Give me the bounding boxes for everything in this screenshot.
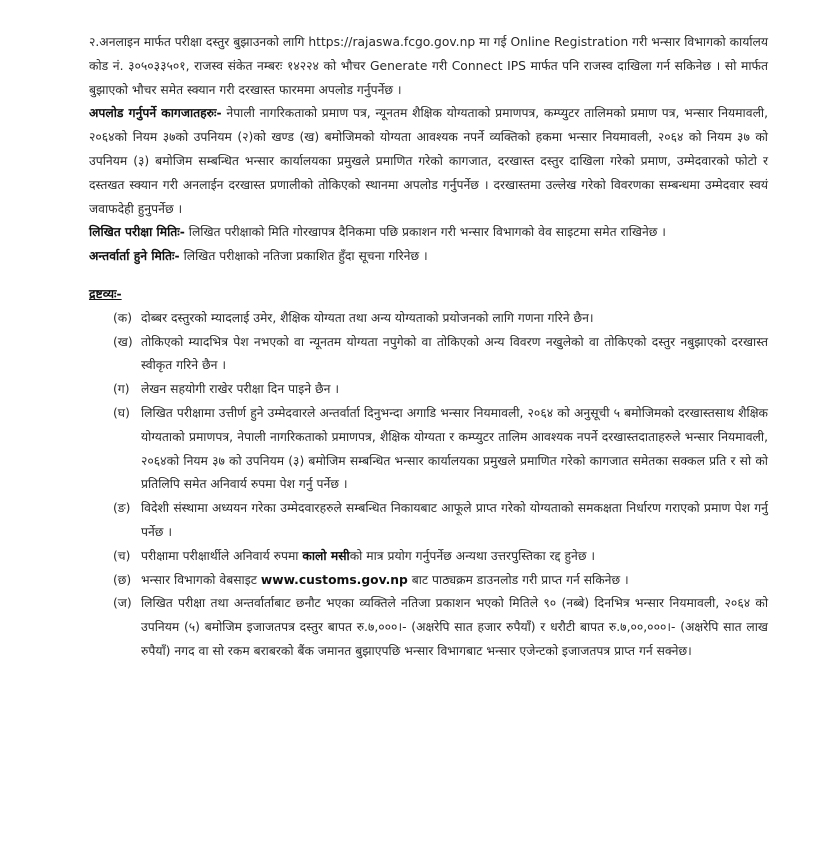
written-exam-date-paragraph xyxy=(89,221,768,245)
note-marker: (ङ) xyxy=(113,501,131,516)
note-item xyxy=(113,569,768,593)
note-marker: (ख) xyxy=(113,334,133,349)
note-marker: (च) xyxy=(113,548,131,563)
note-marker: (ज) xyxy=(113,596,132,611)
note-text: परीक्षामा परीक्षार्थीले अनिवार्य रुपमा कालो मसीको मात्र प्रयोग गर्नुपर्नेछ अन्यथा उत्तरपुस्तिका रद्द हुनेछ । xyxy=(141,548,596,563)
upload-documents-text: नेपाली नागरिकताको प्रमाण पत्र, न्यूनतम शैक्षिक योग्यताको प्रमाणपत्र, कम्प्युटर तालिमको प्रमाण पत्र, भन्सार नियमावली, २०६४को नियम ३७को उपनियम (२)को खण्ड (ख) बमोजिमको योग्यता आवश्यक नपर्ने व्यक्तिको हकमा भन्सार नियमावली, २०६४ को नियम ३७ को उपनियम (३) बमोजिम सम्बन्धित भन्सार कार्यालयका प्रमुखले प्रमाणित गरेको कागजात, दरखास्त दस्तुर दाखिला गरेको प्रमाण, उम्मेदवारको फोटो र दस्तखत स्क्यान गरी अनलाईन दरखास्त प्रणालीको तोकिएको स्थानमा अपलोड गर्नुपर्नेछ । दरखास्तमा उल्लेख गरेको विवरणका सम्बन्धमा उम्मेदवार स्वयं जवाफदेही हुनुपर्नेछ । xyxy=(89,106,768,216)
written-exam-date-label: लिखित परीक्षा मितिः- xyxy=(89,225,185,240)
note-item xyxy=(113,592,768,663)
note-marker: (क) xyxy=(113,310,133,325)
note-text: लेखन सहयोगी राखेर परीक्षा दिन पाइने छैन । xyxy=(141,382,340,397)
note-item xyxy=(113,545,768,569)
note-text: दोब्बर दस्तुरको म्यादलाई उमेर, शैक्षिक योग्यता तथा अन्य योग्यताको प्रयोजनको लागि गणना गरिने छैन। xyxy=(141,310,594,325)
note-text: लिखित परीक्षामा उत्तीर्ण हुने उम्मेदवारले अन्तर्वार्ता दिनुभन्दा अगाडि भन्सार नियमावली, २०६४ को अनुसूची ५ बमोजिमको दरखास्तसाथ शैक्षिक योग्यताको प्रमाणपत्र, नेपाली नागरिकताको प्रमाणपत्र, शैक्षिक योग्यता र कम्प्युटर तालिम आवश्यक नपर्ने दरखास्तदाताहरुले भन्सार नियमावली, २०६४को नियम ३७ को उपनियम (३) बमोजिम सम्बन्धित भन्सार कार्यालयका प्रमुखले प्रमाणित गरेको कागजात समेतका सक्कल प्रति र सो को प्रतिलिपि समेत अनिवार्य रुपमा पेश गर्नु पर्नेछ । xyxy=(141,405,768,492)
note-text: तोकिएको म्यादभित्र पेश नभएको वा न्यूनतम योग्यता नपुगेको वा तोकिएको अन्य विवरण नखुलेको वा तोकिएको दस्तुर नबुझाएको दरखास्त स्वीकृत गरिने छैन । xyxy=(141,334,768,373)
note-text: लिखित परीक्षा तथा अन्तर्वार्ताबाट छनौट भएका व्यक्तिले नतिजा प्रकाशन भएको मितिले ९० (नब्बे) दिनभित्र भन्सार नियमावली, २०६४ को उपनियम (५) बमोजिम इजाजतपत्र दस्तुर बापत रु.७,०००।- (अक्षरेपि सात हजार रुपैयाँ) र धरौटी बापत रु.७,००,०००।- (अक्षरेपि सात लाख रुपैयाँ) नगद वा सो रकम बराबरको बैंक जमानत बुझाएपछि भन्सार विभागबाट भन्सार एजेन्टको इजाजतपत्र प्राप्त गर्न सक्नेछ। xyxy=(141,596,768,658)
black-ink-emphasis: कालो मसी xyxy=(302,548,350,563)
notes-heading: द्रष्टव्यः- xyxy=(89,286,122,301)
note-item xyxy=(113,307,768,331)
customs-website-link[interactable]: www.customs.gov.np xyxy=(260,572,408,587)
written-exam-date-text: लिखित परीक्षाको मिति गोरखापत्र दैनिकमा पछि प्रकाशन गरी भन्सार विभागको वेव साइटमा समेत राखिनेछ । xyxy=(184,225,666,240)
upload-documents-label: अपलोड गर्नुपर्ने कागजातहरुः- xyxy=(89,106,222,121)
note-marker: (छ) xyxy=(113,572,132,587)
note-marker: (घ) xyxy=(113,405,130,420)
note-item xyxy=(113,331,768,379)
interview-date-text: लिखित परीक्षाको नतिजा प्रकाशित हुँदा सूचना गरिनेछ । xyxy=(179,249,428,264)
note-item xyxy=(113,402,768,497)
note-text: भन्सार विभागको वेबसाइट www.customs.gov.np बाट पाठ्यक्रम डाउनलोड गरी प्राप्त गर्न सकिनेछ । xyxy=(141,572,629,587)
note-text: विदेशी संस्थामा अध्ययन गरेका उम्मेदवारहरुले सम्बन्धित निकायबाट आफूले प्राप्त गरेको योग्यताको समकक्षता निर्धारण गराएको प्रमाण पेश गर्नु पर्नेछ । xyxy=(141,501,768,539)
note-item xyxy=(113,378,768,402)
upload-documents-paragraph xyxy=(89,102,768,221)
interview-date-label: अन्तर्वार्ता हुने मितिः- xyxy=(89,249,180,264)
note-marker: (ग) xyxy=(113,382,130,397)
online-payment-paragraph: २.अनलाइन मार्फत परीक्षा दस्तुर बुझाउनको लागि https://rajaswa.fcgo.gov.np मा गई Online Registration गरी भन्सार विभागको कार्यालय कोड नं. ३०५०३३५०१, राजस्व संकेत नम्बरः १४२२४ को भौचर Generate गरी Connect IPS मार्फत पनि राजस्व दाखिला गर्न सकिनेछ । सो मार्फत बुझाएको भौचर समेत स्क्यान गरी दरखास्त फारममा अपलोड गर्नुपर्नेछ । xyxy=(89,35,768,97)
note-item xyxy=(113,497,768,545)
interview-date-paragraph xyxy=(89,245,768,269)
